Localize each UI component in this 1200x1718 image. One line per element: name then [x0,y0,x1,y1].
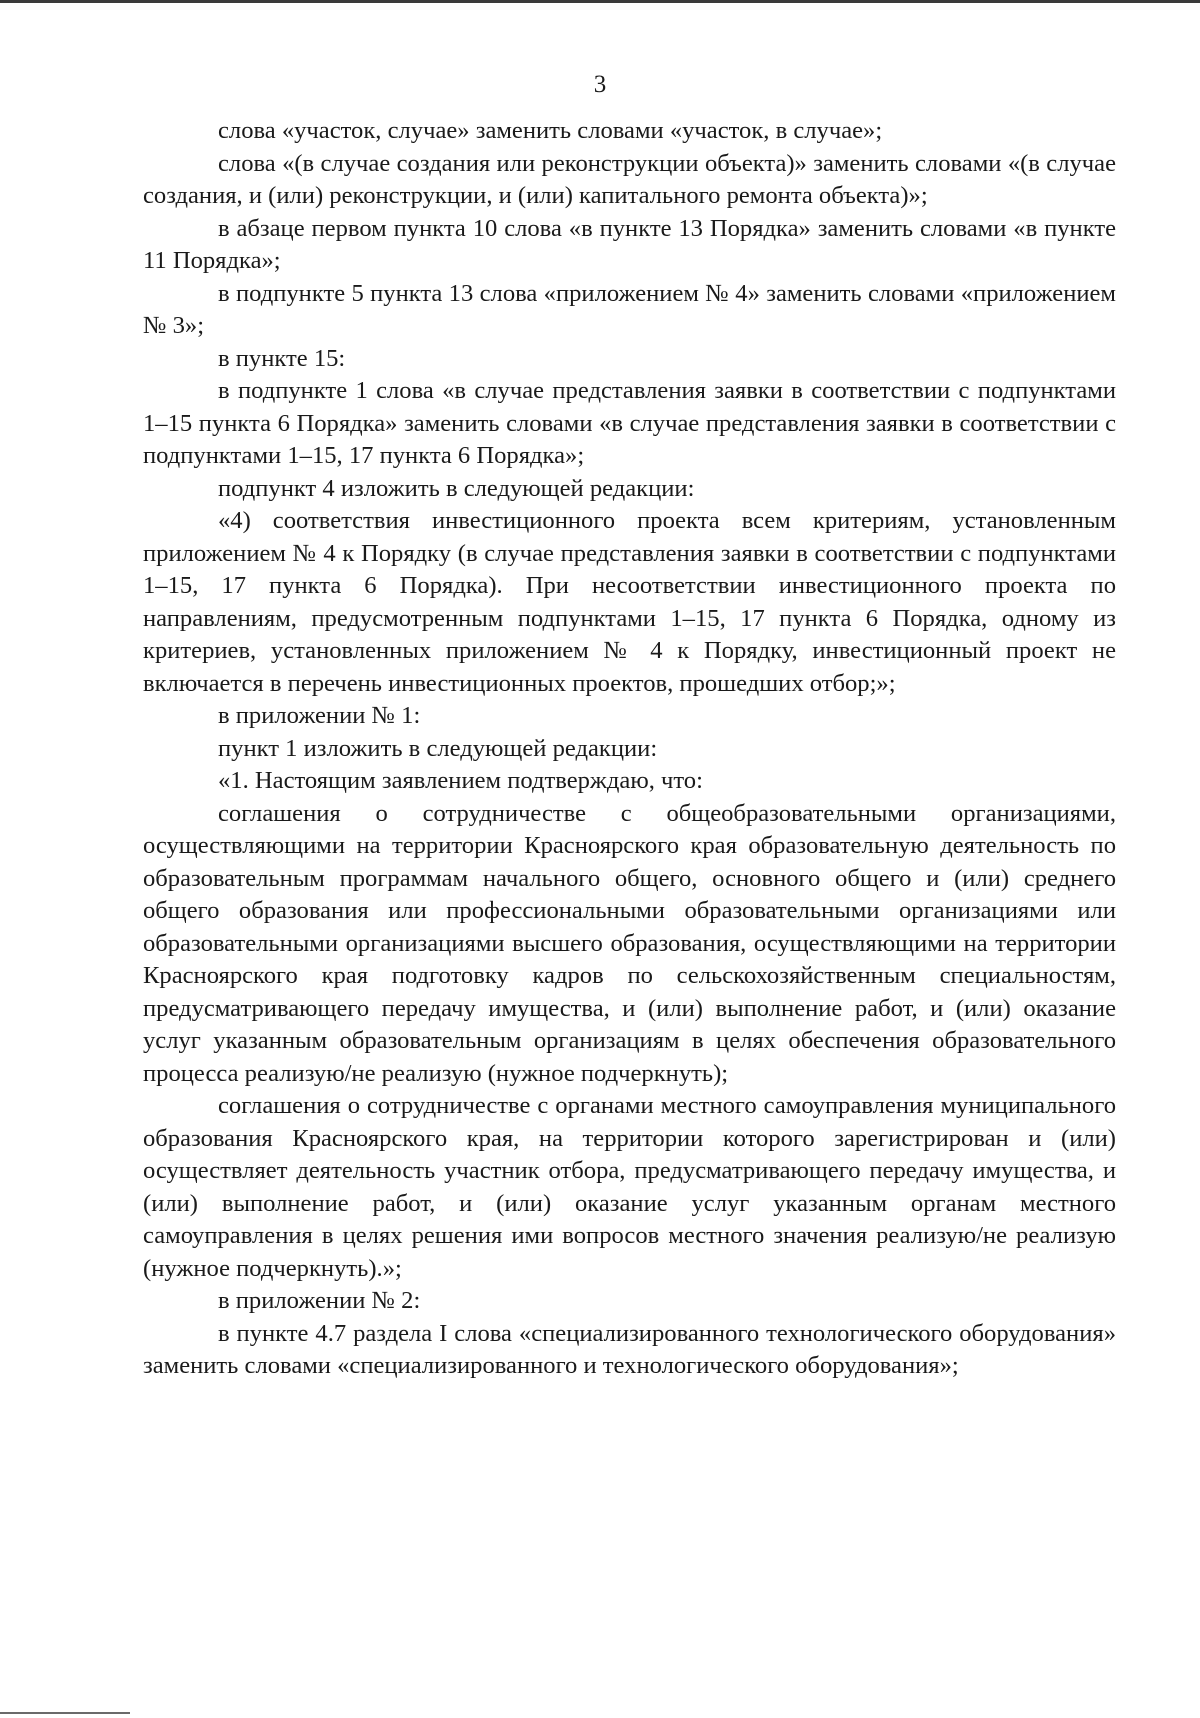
scan-edge-bottom [0,1712,130,1714]
paragraph: «1. Настоящим заявлением подтверждаю, что: [218,767,703,794]
paragraph: в пункте 4.7 раздела I слова «специализированного технологического оборудования» заменить словами «специализированного и технологического оборудования»; [143,1319,1116,1379]
paragraph: в подпункте 5 пункта 13 слова «приложением № 4» заменить словами «приложением № 3»; [143,279,1116,339]
paragraph: в пункте 15: [218,344,346,372]
paragraph: в приложении № 2: [218,1287,421,1314]
scan-edge-top [0,0,1200,3]
paragraph: слова «(в случае создания или реконструкции объекта)» заменить словами «(в случае создания, и (или) реконструкции, и (или) капитального ремонта объекта)»; [143,149,1116,209]
paragraph: в абзаце первом пункта 10 слова «в пункте 13 Порядка» заменить словами «в пункте 11 Порядка»; [143,214,1116,274]
paragraph: в приложении № 1: [218,702,421,729]
paragraph: «4) соответствия инвестиционного проекта всем критериям, установленным приложением № 4 к Порядку (в случае представления заявки в соответствии с подпунктами 1–15, 17 пункта 6 Порядка). При несоответствии инвестиционного проекта по направлениям, предусмотренным подпунктами 1–15, 17 пункта 6 Порядка, одному из критериев, установленных приложением № 4 к Порядку, инвестиционный проект не включается в перечень инвестиционных проектов, прошедших отбор;»; [143,507,1116,697]
paragraph: слова «участок, случае» заменить словами «участок, в случае»; [218,117,883,144]
paragraph: подпункт 4 изложить в следующей редакции: [218,474,695,502]
paragraph: пункт 1 изложить в следующей редакции: [218,734,658,762]
page-number: 3 [593,71,607,98]
paragraph: соглашения о сотрудничестве с общеобразовательными организациями, осуществляющими на территории Красноярского края образовательную деятельность по образовательным программам начального общего, основного общего и (или) среднего общего образования или профессиональными образовательными организациями или образовательными организациями высшего образования, осуществляющими на территории Красноярского края подготовку кадров по сельскохозяйственным специальностям, предусматривающего передачу имущества, и (или) выполнение работ, и (или) оказание услуг указанным образовательным организациям в целях обеспечения образовательного процесса реализую/не реализую (нужное подчеркнуть); [143,799,1116,1087]
paragraph: соглашения о сотрудничестве с органами местного самоуправления муниципального образования Красноярского края, на территории которого зарегистрирован и (или) осуществляет деятельность участник отбора, предусматривающего передачу имущества, и (или) выполнение работ, и (или) оказание услуг указанным органам местного самоуправления в целях решения ими вопросов местного значения реализую/не реализую (нужное подчеркнуть).»; [143,1092,1116,1282]
paragraph: в подпункте 1 слова «в случае представления заявки в соответствии с подпунктами 1–15 пункта 6 Порядка» заменить словами «в случае представления заявки в соответствии с подпунктами 1–15, 17 пункта 6 Порядка»; [143,377,1116,469]
document-body [143,115,1116,1383]
